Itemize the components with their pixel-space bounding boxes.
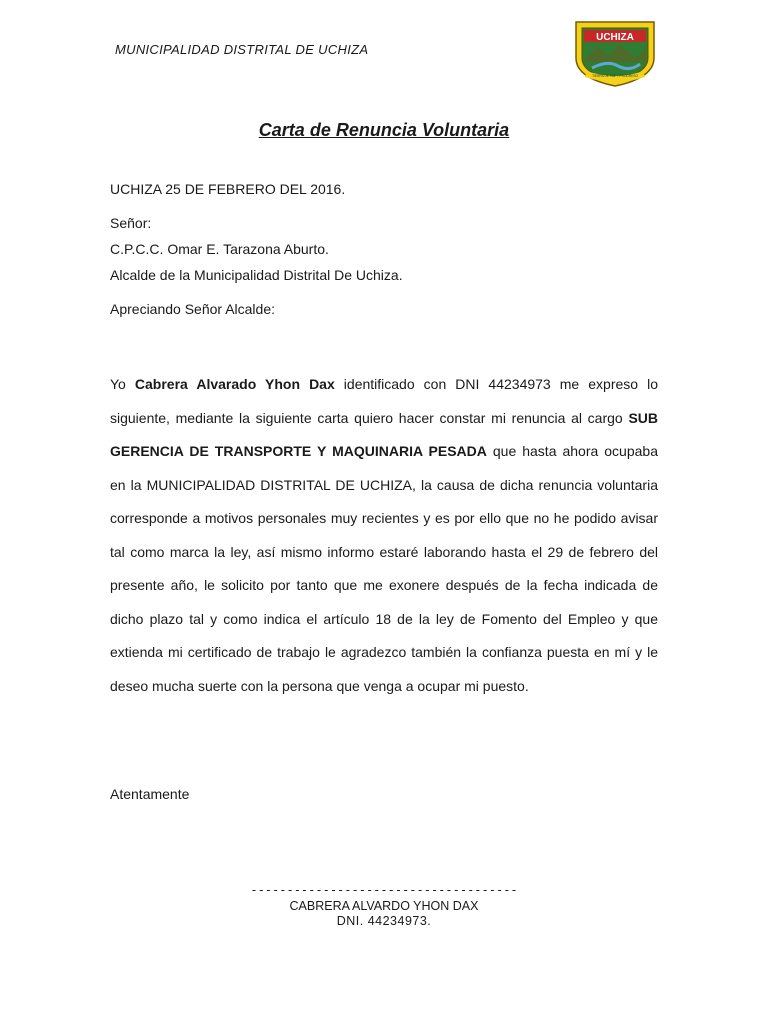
letter-title: Carta de Renuncia Voluntaria (258, 120, 510, 140)
recipient-name: C.P.C.C. Omar E. Tarazona Aburto. (110, 241, 329, 257)
position-name: SUB GERENCIA DE TRANSPORTE Y MAQUINARIA PESADA (110, 409, 658, 459)
signature-name: CABRERA ALVARDO YHON DAX (289, 899, 479, 913)
municipality-header: MUNICIPALIDAD DISTRITAL DE UCHIZA (115, 42, 369, 57)
body-text-1: Yo (110, 376, 135, 392)
greeting: Apreciando Señor Alcalde: (110, 301, 275, 317)
letter-body (110, 368, 658, 703)
recipient-salutation: Señor: (110, 215, 152, 231)
author-name: Cabrera Alvarado Yhon Dax (134, 376, 335, 392)
seal-caption: TIERRA DE PAZ Y PROGRESO (592, 74, 638, 78)
closing: Atentamente (110, 786, 190, 802)
signature-line: ------------------------------------- (250, 883, 518, 897)
seal-text: UCHIZA (596, 32, 634, 43)
municipality-seal-logo (572, 16, 658, 88)
signature-dni: DNI. 44234973. (336, 914, 432, 928)
date-line: UCHIZA 25 DE FEBRERO DEL 2016. (110, 181, 346, 197)
recipient-position: Alcalde de la Municipalidad Distrital De Uchiza. (110, 267, 403, 283)
body-text-2: identificado con DNI 44234973 me expreso lo siguiente, mediante la siguiente carta quiero hacer constar mi renuncia al cargo (110, 376, 658, 426)
body-text-3: que hasta ahora ocupaba en la MUNICIPALIDAD DISTRITAL DE UCHIZA, la causa de dicha renuncia voluntaria corresponde a motivos personales muy recientes y es por ello que no he podido avisar tal como marca la ley, así mismo informo estaré laborando hasta el 29 de febrero del presente año, le solicito por tanto que me exonere después de la fecha indicada de dicho plazo tal y como indica el artículo 18 de la ley de Fomento del Empleo y que extienda mi certificado de trabajo le agradezco también la confianza puesta en mí y le deseo mucha suerte con la persona que venga a ocupar mi puesto. (110, 443, 658, 694)
